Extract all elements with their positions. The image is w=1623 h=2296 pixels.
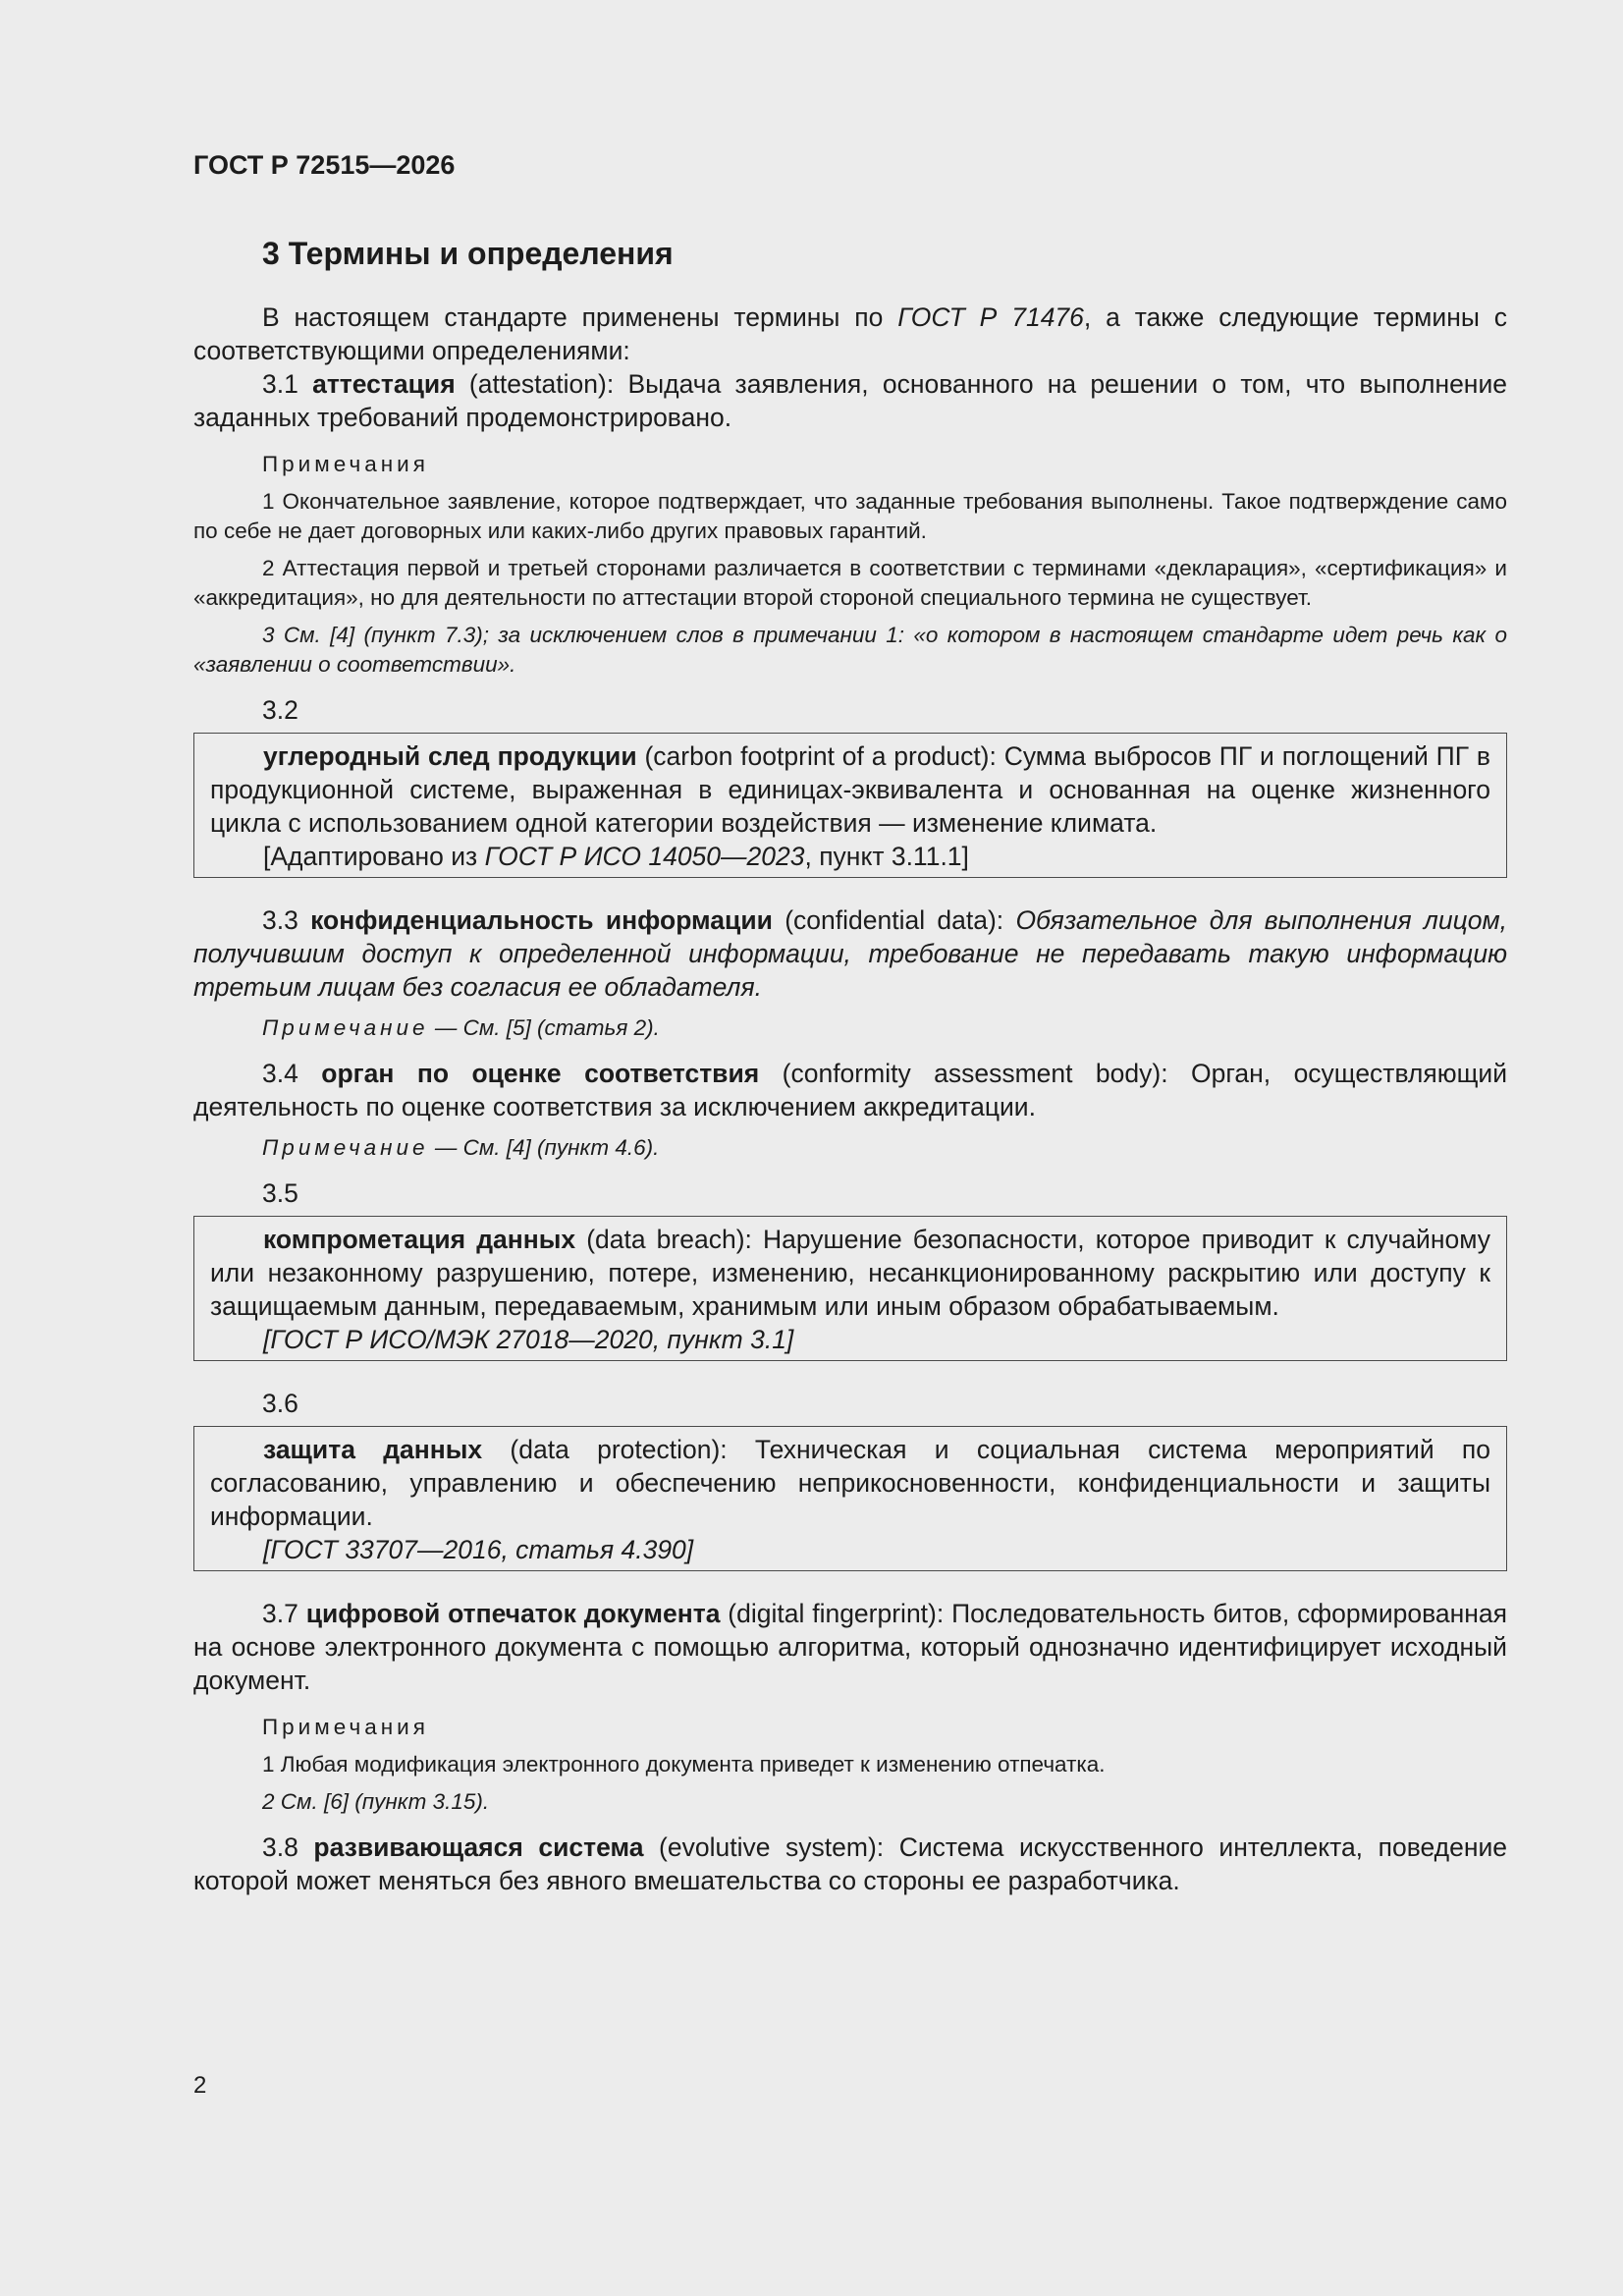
term-source: [ГОСТ 33707—2016, статья 4.390] (263, 1535, 694, 1564)
notes-heading: Примечания (262, 1715, 429, 1739)
intro-ref: ГОСТ Р 71476 (897, 302, 1084, 332)
page-number: 2 (193, 2072, 207, 2099)
term-3-2: углеродный след продукции (carbon footprint of a product): Сумма выбросов ПГ и поглощений ПГ в продукционной системе, выраженная в единицах-эквивалента и основанная на оценке жизненного цикла с использованием одной категории воздействия — изменение климата. (210, 741, 1491, 838)
term-3-6: защита данных (data protection): Техническая и социальная система мероприятий по согласованию, управлению и обеспечению неприкосновенности, конфиденциальности и защиты информации. (210, 1435, 1490, 1531)
term-number: 3.2 (262, 695, 298, 725)
term-name: аттестация (312, 369, 456, 399)
note: 3 См. [4] (пункт 7.3); за исключением слов в примечании 1: «о котором в настоящем стандарте идет речь как о «заявлении о соответствии». (193, 623, 1507, 677)
term-number: 3.6 (262, 1389, 298, 1418)
term-3-8: 3.8 развивающаяся система (evolutive system): Система искусственного интеллекта, поведение которой может меняться без явного вмешательства со стороны ее разработчика. (193, 1832, 1507, 1895)
section-title: 3 Термины и определения (262, 236, 674, 271)
term-name: развивающаяся система (313, 1832, 644, 1862)
term-source: [ГОСТ Р ИСО/МЭК 27018—2020, пункт 3.1] (263, 1325, 794, 1354)
note: 2 См. [6] (пункт 3.15). (262, 1789, 490, 1814)
note: 1 Окончательное заявление, которое подтверждает, что заданные требования выполнены. Такое подтверждение само по себе не дает договорных или каких-либо других правовых гарантий. (193, 489, 1507, 543)
term-box-3-2 (193, 733, 1507, 878)
document-code: ГОСТ Р 72515—2026 (193, 150, 456, 180)
term-3-5: компрометация данных (data breach): Нарушение безопасности, которое приводит к случайному или незаконному разрушению, потере, изменению, несанкционированному раскрытию или доступу к защищаемым данным, передаваемым, хранимым или иным образом обрабатываемым. (210, 1225, 1490, 1321)
note: Примечание — См. [5] (статья 2). (262, 1015, 660, 1040)
term-name: орган по оценке соответствия (321, 1059, 760, 1088)
term-name: конфиденциальность информации (310, 905, 773, 935)
note: 1 Любая модификация электронного документа приведет к изменению отпечатка. (262, 1752, 1106, 1777)
term-name: компрометация данных (263, 1225, 576, 1254)
term-3-7: 3.7 цифровой отпечаток документа (digital fingerprint): Последовательность битов, сформированная на основе электронного документа с помощью алгоритма, который однозначно идентифицирует исходный документ. (193, 1599, 1507, 1695)
term-number: 3.5 (262, 1178, 298, 1208)
term-3-4: 3.4 орган по оценке соответствия (conformity assessment body): Орган, осуществляющий деятельность по оценке соответствия за исключением аккредитации. (193, 1059, 1508, 1121)
intro-paragraph: В настоящем стандарте применены термины по ГОСТ Р 71476, а также следующие термины с соответствующими определениями: (193, 302, 1507, 365)
term-name: углеродный след продукции (263, 741, 637, 771)
document-page (193, 145, 1507, 1897)
term-3-3: 3.3 конфиденциальность информации (confidential data): Обязательное для выполнения лицом, получившим доступ к определенной информации, требование не передавать такую информацию третьим лицам без согласия ее обладателя. (193, 905, 1507, 1002)
notes-heading: Примечания (262, 452, 429, 476)
term-box-3-6 (193, 1426, 1507, 1571)
note: Примечание — См. [4] (пункт 4.6). (262, 1135, 660, 1160)
note: 2 Аттестация первой и третьей сторонами различается в соответствии с терминами «декларация», «сертификация» и «аккредитация», но для деятельности по аттестации второй стороной специального термина не существует. (193, 556, 1507, 610)
term-3-1: 3.1 аттестация (attestation): Выдача заявления, основанного на решении о том, что выполнение заданных требований продемонстрировано. (193, 369, 1507, 432)
term-source: [Адаптировано из ГОСТ Р ИСО 14050—2023, пункт 3.11.1] (263, 842, 969, 871)
term-name: цифровой отпечаток документа (305, 1599, 721, 1628)
term-box-3-5 (193, 1216, 1507, 1361)
term-name: защита данных (263, 1435, 483, 1464)
